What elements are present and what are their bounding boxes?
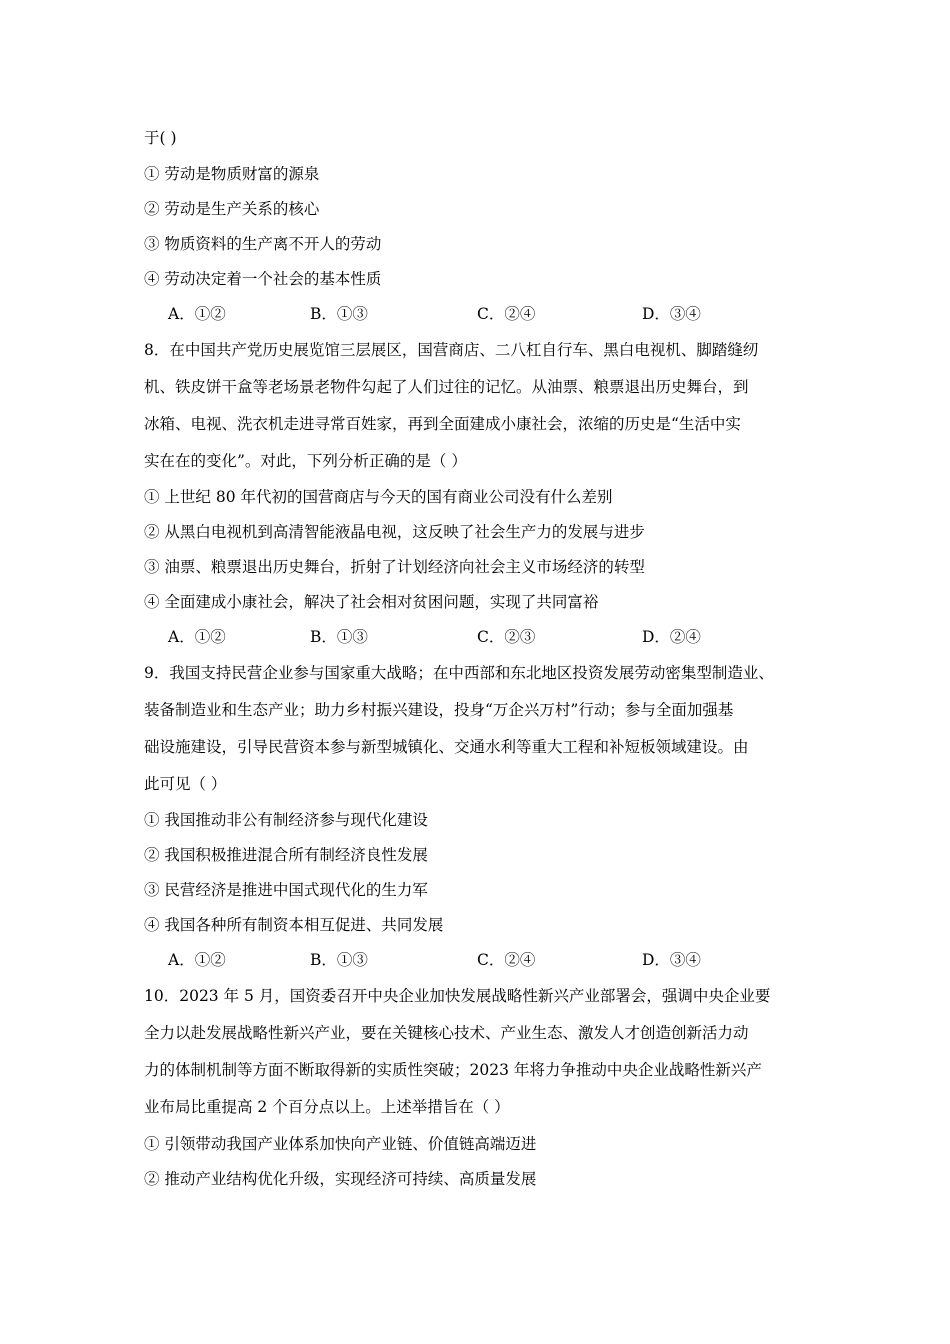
- q7-item-3: ③ 物质资料的生产离不开人的劳动: [144, 235, 382, 253]
- q9-option-c[interactable]: C．②④: [477, 951, 536, 969]
- q10-stem-line-2: 全力以赴发展战略性新兴产业，要在关键核心技术、产业生态、激发人才创造创新活力动: [144, 1024, 749, 1042]
- q8-item-1: ① 上世纪 80 年代初的国营商店与今天的国有商业公司没有什么差别: [144, 488, 613, 506]
- q9-item-3: ③ 民营经济是推进中国式现代化的生力军: [144, 881, 428, 899]
- q8-option-a[interactable]: A．①②: [168, 628, 226, 646]
- q7-option-d[interactable]: D．③④: [642, 305, 701, 323]
- q10-stem-line-3: 力的体制机制等方面不断取得新的实质性突破；2023 年将力争推动中央企业战略性新兴产: [144, 1061, 762, 1079]
- q8-stem-line-3: 冰箱、电视、洗衣机走进寻常百姓家，再到全面建成小康社会，浓缩的历史是“生活中实: [144, 415, 741, 433]
- q9-stem-line-3: 础设施建设，引导民营资本参与新型城镇化、交通水利等重大工程和补短板领域建设。由: [144, 738, 749, 756]
- q7-stem-end: 于( ): [144, 129, 177, 147]
- q10-stem-line-1: 10．2023 年 5 月，国资委召开中央企业加快发展战略性新兴产业部署会，强调中央企业要: [144, 987, 771, 1005]
- q9-option-a[interactable]: A．①②: [168, 951, 226, 969]
- q9-options: [168, 950, 868, 970]
- q7-options: [168, 304, 868, 324]
- q7-option-a[interactable]: A．①②: [168, 305, 226, 323]
- q10-item-1: ① 引领带动我国产业体系加快向产业链、价值链高端迈进: [144, 1135, 537, 1153]
- q8-option-d[interactable]: D．②④: [642, 628, 701, 646]
- q9-stem-line-2: 装备制造业和生态产业；助力乡村振兴建设，投身“万企兴万村”行动；参与全面加强基: [144, 701, 734, 719]
- q8-item-3: ③ 油票、粮票退出历史舞台，折射了计划经济向社会主义市场经济的转型: [144, 558, 645, 576]
- q8-stem-line-4: 实在在的变化”。对此，下列分析正确的是（ ）: [144, 452, 467, 470]
- q9-item-4: ④ 我国各种所有制资本相互促进、共同发展: [144, 916, 444, 934]
- q8-stem-line-2: 机、铁皮饼干盒等老场景老物件勾起了人们过往的记忆。从油票、粮票退出历史舞台，到: [144, 378, 749, 396]
- q7-item-1: ① 劳动是物质财富的源泉: [144, 165, 320, 183]
- q9-option-d[interactable]: D．③④: [642, 951, 701, 969]
- q8-option-c[interactable]: C．②③: [477, 628, 536, 646]
- q7-option-b[interactable]: B．①③: [310, 305, 368, 323]
- q8-item-2: ② 从黑白电视机到高清智能液晶电视，这反映了社会生产力的发展与进步: [144, 523, 645, 541]
- q9-option-b[interactable]: B．①③: [310, 951, 368, 969]
- q9-stem-line-4: 此可见（ ）: [144, 775, 227, 793]
- q10-stem-line-4: 业布局比重提高 2 个百分点以上。上述举措旨在（ ）: [144, 1098, 510, 1116]
- q9-item-1: ① 我国推动非公有制经济参与现代化建设: [144, 811, 428, 829]
- q8-option-b[interactable]: B．①③: [310, 628, 368, 646]
- q7-option-c[interactable]: C．②④: [477, 305, 536, 323]
- q8-stem-line-1: 8．在中国共产党历史展览馆三层展区，国营商店、二八杠自行车、黑白电视机、脚踏缝纫: [144, 341, 759, 359]
- q7-item-4: ④ 劳动决定着一个社会的基本性质: [144, 270, 382, 288]
- q8-options: [168, 627, 868, 647]
- q8-item-4: ④ 全面建成小康社会，解决了社会相对贫困问题，实现了共同富裕: [144, 593, 599, 611]
- q10-item-2: ② 推动产业结构优化升级，实现经济可持续、高质量发展: [144, 1170, 537, 1188]
- q9-stem-line-1: 9．我国支持民营企业参与国家重大战略；在中西部和东北地区投资发展劳动密集型制造业、: [144, 664, 774, 682]
- q9-item-2: ② 我国积极推进混合所有制经济良性发展: [144, 846, 428, 864]
- q7-item-2: ② 劳动是生产关系的核心: [144, 200, 320, 218]
